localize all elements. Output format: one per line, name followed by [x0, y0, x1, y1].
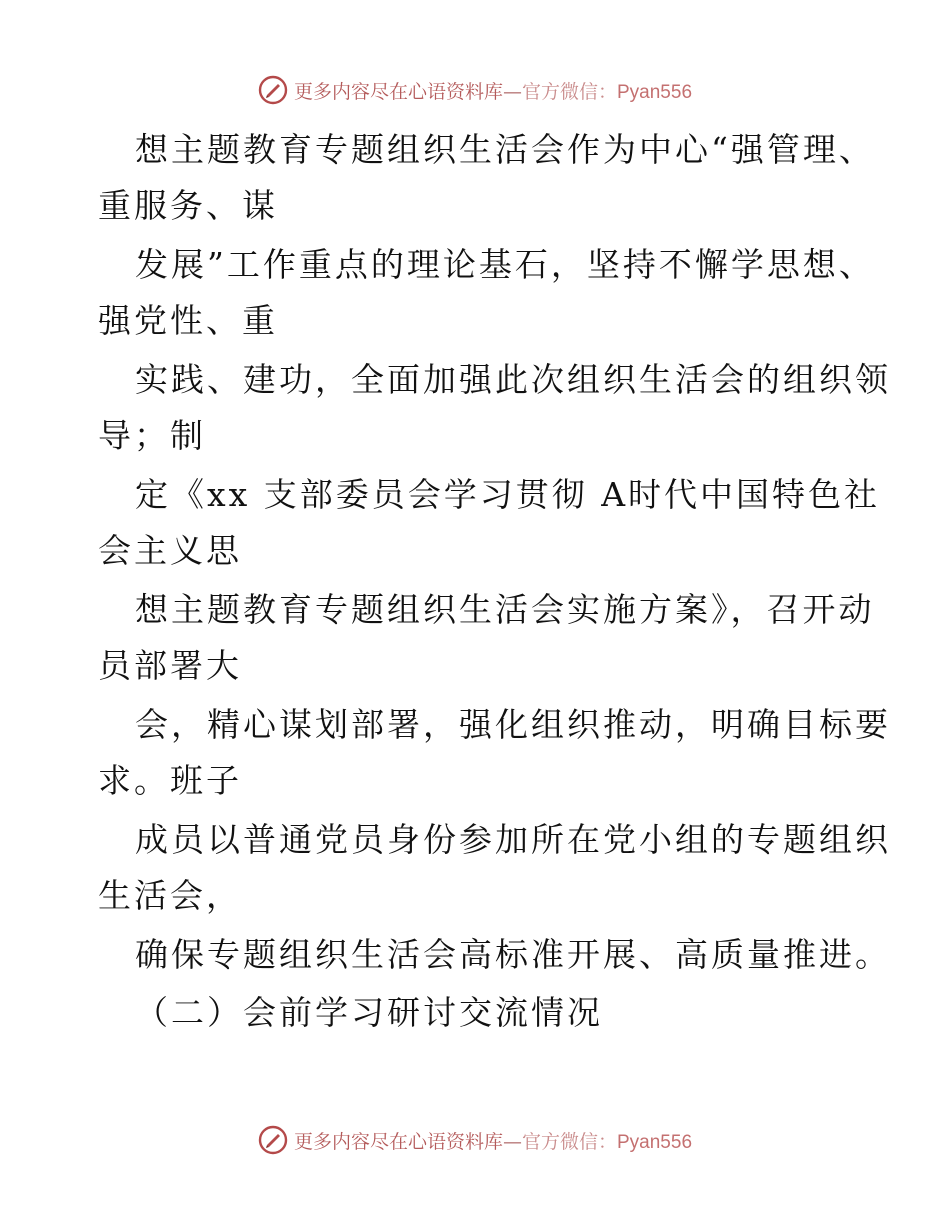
- logo-icon: [258, 1125, 288, 1155]
- header-watermark: [0, 70, 950, 110]
- text-line: 发展”工作重点的理论基石，坚持不懈学思想、: [135, 245, 875, 284]
- text-line: 确保专题组织生活会高标准开展、高质量推进。: [135, 935, 891, 974]
- section-heading: （二）会前学习研讨交流情况: [135, 993, 603, 1032]
- watermark-label: 官方微信：: [521, 1130, 617, 1153]
- text-line: 强党性、重: [98, 301, 278, 340]
- text-line: 定《xx 支部委员会学习贯彻 A时代中国特色社: [135, 475, 881, 514]
- watermark-brand: 更多内容尽在心语资料库: [293, 1130, 503, 1153]
- watermark-handle: Pyan556: [617, 1131, 693, 1153]
- text-line: 成员以普通党员身份参加所在党小组的专题组织: [135, 820, 891, 859]
- text-line: 会主义思: [98, 531, 242, 570]
- watermark-label: 官方微信：: [521, 80, 617, 103]
- text-line: 重服务、谋: [98, 186, 278, 225]
- text-line: 生活会，: [98, 876, 242, 915]
- watermark-text: [294, 77, 692, 104]
- footer-watermark: [0, 1120, 950, 1160]
- watermark-separator: —: [502, 1130, 522, 1153]
- watermark-brand: 更多内容尽在心语资料库: [293, 80, 503, 103]
- watermark-text: [294, 1127, 692, 1154]
- text-line: 想主题教育专题组织生活会作为中心“强管理、: [135, 130, 875, 169]
- text-line: 求。班子: [98, 761, 242, 800]
- text-line: 导；制: [98, 416, 206, 455]
- logo-icon: [258, 75, 288, 105]
- text-line: 实践、建功，全面加强此次组织生活会的组织领: [135, 360, 891, 399]
- text-line: 会，精心谋划部署，强化组织推动，明确目标要: [135, 705, 891, 744]
- watermark-separator: —: [502, 80, 522, 103]
- watermark-handle: Pyan556: [617, 81, 693, 103]
- text-line: 想主题教育专题组织生活会实施方案》，召开动: [135, 590, 875, 629]
- text-line: 员部署大: [98, 646, 242, 685]
